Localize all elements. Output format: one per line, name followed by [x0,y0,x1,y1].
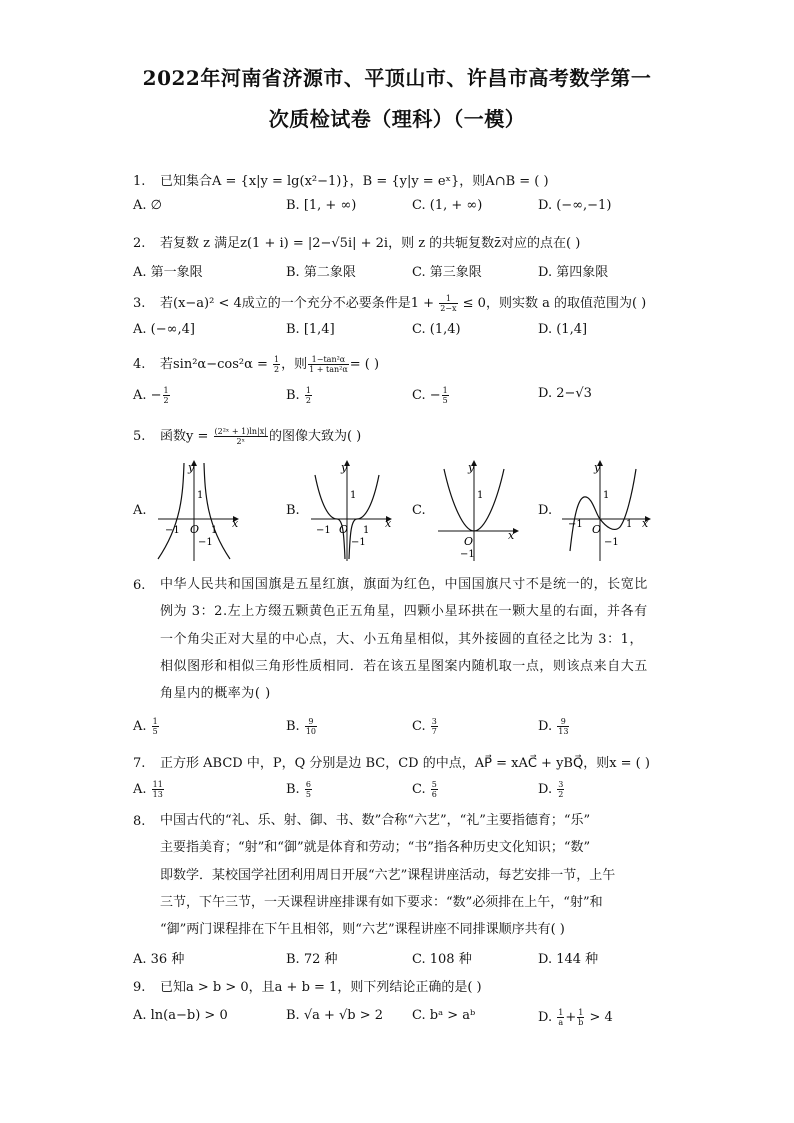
option-c: C. − $\frac{1}{5}$ [412,386,448,405]
svg-text:y: y [188,461,195,474]
svg-text:−1: −1 [351,537,366,548]
option-c: C. $\frac{3}{7}$ [412,717,437,736]
svg-text:1: 1 [363,525,370,536]
question-stem-end: = ( ) [349,357,380,372]
svg-text:O: O [190,523,200,536]
fraction: $\frac{\text{1−tan²α}}{\text{1 + tan²α}}$ [309,355,348,374]
option-b: B. √a + √b > 2 [286,1008,384,1023]
question-3 [133,292,646,313]
question-6-stem: 中华人民共和国国旗是五星红旗，旗面为红色，中国国旗尺寸不是统一的，长宽比 例为 3：2.左上方缀五颗黄色正五角星，四颗小星环拱在一颗大星的右面，并各有 一个角尖正对大星的中心点，大、小五角星相似，其外接圆的直径之比为 3：1， 相似图形和相似三角形性质相同．若在该五星图案内随机取一点，则该点来自大五 角星内的概率为( ) [160,577,648,702]
option-b: B. $\frac{9}{10}$ [286,717,317,736]
svg-text:1: 1 [626,519,633,530]
svg-text:−1: −1 [460,549,475,560]
option-c: C. (1, + ∞) [412,198,483,213]
question-2 [133,232,580,251]
option-b: B. 72 种 [286,952,338,967]
option-a: A. − $\frac{1}{2}$ [133,386,169,405]
option-d: D. $\frac{9}{13}$ [538,717,569,736]
graph-label-c: C. [412,503,426,518]
svg-text:1: 1 [197,490,204,501]
question-number: 9. [133,980,146,995]
svg-text:1: 1 [477,490,484,501]
question-9 [133,976,482,995]
graph-label-b: B. [286,503,300,518]
option-d: D. (−∞,−1) [538,198,612,213]
svg-text:y: y [468,461,475,474]
fraction: $\frac{1}{2-x}$ [440,294,457,313]
graph-label-d: D. [538,503,553,518]
option-b: B. $\frac{6}{5}$ [286,780,311,799]
question-4 [133,353,379,374]
svg-text:O: O [592,523,602,536]
option-a: A. 第一象限 [133,265,203,280]
question-stem-start: 函数y = [160,429,209,444]
svg-text:x: x [385,517,392,530]
svg-text:y: y [341,461,348,474]
option-c: C. (1,4) [412,322,461,337]
svg-text:1: 1 [211,525,218,536]
curve [315,475,345,559]
question-stem: 已知a > b > 0，且a + b = 1，则下列结论正确的是( ) [160,980,482,995]
option-b: B. [1, + ∞) [286,198,357,213]
question-7 [133,752,650,771]
page-title-line-1: 2022年河南省济源市、平顶山市、许昌市高考数学第一 [142,66,652,90]
question-8-number: 8. [133,814,146,829]
curve [570,469,636,551]
page-title-line-2: 次质检试卷（理科）（一模） [268,107,526,131]
option-a: A. ∅ [133,198,162,213]
option-a: A. ln(a−b) > 0 [133,1008,228,1023]
question-number: 7. [133,756,146,771]
question-stem-start: 若(x−a)² < 4成立的一个充分不必要条件是1 + [160,296,435,311]
question-number: 1. [133,174,146,189]
question-number: 3. [133,296,146,311]
option-d: D. 2−√3 [538,386,592,401]
svg-text:−1: −1 [198,537,213,548]
svg-text:O: O [339,523,349,536]
option-d: D. 第四象限 [538,265,609,280]
svg-text:−1: −1 [316,525,331,536]
question-number: 4. [133,357,146,372]
graph-b [303,455,403,565]
option-a: A. (−∞,4] [133,322,195,337]
svg-text:−1: −1 [568,519,583,530]
svg-text:O: O [464,535,474,548]
question-1 [133,170,549,189]
svg-text:x: x [508,529,515,542]
question-stem-mid: ，则 [281,357,308,372]
option-d: D. 144 种 [538,952,599,967]
question-5 [133,425,361,446]
graph-c [430,455,530,565]
question-stem: 若复数 z 满足z(1 + i) = |2−√5i| + 2i，则 z 的共轭复数z̄对应的点在( ) [160,236,581,251]
option-d: D. $\frac{1}{a}$ + $\frac{1}{b}$ > 4 [538,1008,613,1027]
option-a: A. 36 种 [133,952,185,967]
option-a: A. $\frac{11}{13}$ [133,780,163,799]
svg-text:x: x [642,517,649,530]
option-d: D. $\frac{3}{2}$ [538,780,564,799]
option-a: A. $\frac{1}{5}$ [133,717,158,736]
svg-text:x: x [232,517,239,530]
question-stem: 已知集合A = {x|y = lg(x²−1)}，B = {y|y = eˣ}，则A∩B = ( ) [160,174,549,189]
svg-text:−1: −1 [165,525,180,536]
question-number: 2. [133,236,146,251]
option-c: C. bᵃ > aᵇ [412,1008,476,1023]
option-c: C. 108 种 [412,952,472,967]
graph-label-a: A. [133,503,147,518]
option-c: C. $\frac{5}{6}$ [412,780,437,799]
option-b: B. $\frac{1}{2}$ [286,386,311,405]
question-stem-end: 的图像大致为( ) [268,429,362,444]
question-stem: 正方形 ABCD 中，P，Q 分别是边 BC，CD 的中点，AP⃗ = xAC⃗ + yBQ⃗，则x = ( ) [160,756,650,771]
question-8-stem: 中国古代的“礼、乐、射、御、书、数”合称“六艺”，“礼”主要指德育；“乐” 主要指美育；“射”和“御”就是体育和劳动；“书”指各种历史文化知识；“数” 即数学．某校国学社团利用周日开展“六艺”课程讲座活动，每艺安排一节，上午 三节，下午三节，一天课程讲座排课有如下要求：“数”必须排在上午，“射”和 “御”两门课程排在下午且相邻，则“六艺”课程讲座不同排课顺序共有( ) [160,813,616,938]
option-d: D. (1,4] [538,322,588,337]
question-number: 5. [133,429,146,444]
option-b: B. 第二象限 [286,265,356,280]
curve [158,463,184,559]
question-stem-end: ≤ 0，则实数 a 的取值范围为( ) [462,296,647,311]
svg-text:1: 1 [603,490,610,501]
svg-text:−1: −1 [604,537,619,548]
svg-text:1: 1 [350,490,357,501]
question-stem-start: 若sin²α−cos²α = [160,357,268,372]
fraction: $\frac{1}{2}$ [274,355,280,374]
question-6-number: 6. [133,578,146,593]
graph-a [150,455,250,565]
option-b: B. [1,4] [286,322,335,337]
option-c: C. 第三象限 [412,265,482,280]
graph-d [556,455,656,565]
fraction: $\frac{\text{(2²ˣ + 1)ln|x|}}{\text{2ˣ}}$ [214,427,267,446]
svg-text:y: y [594,461,601,474]
